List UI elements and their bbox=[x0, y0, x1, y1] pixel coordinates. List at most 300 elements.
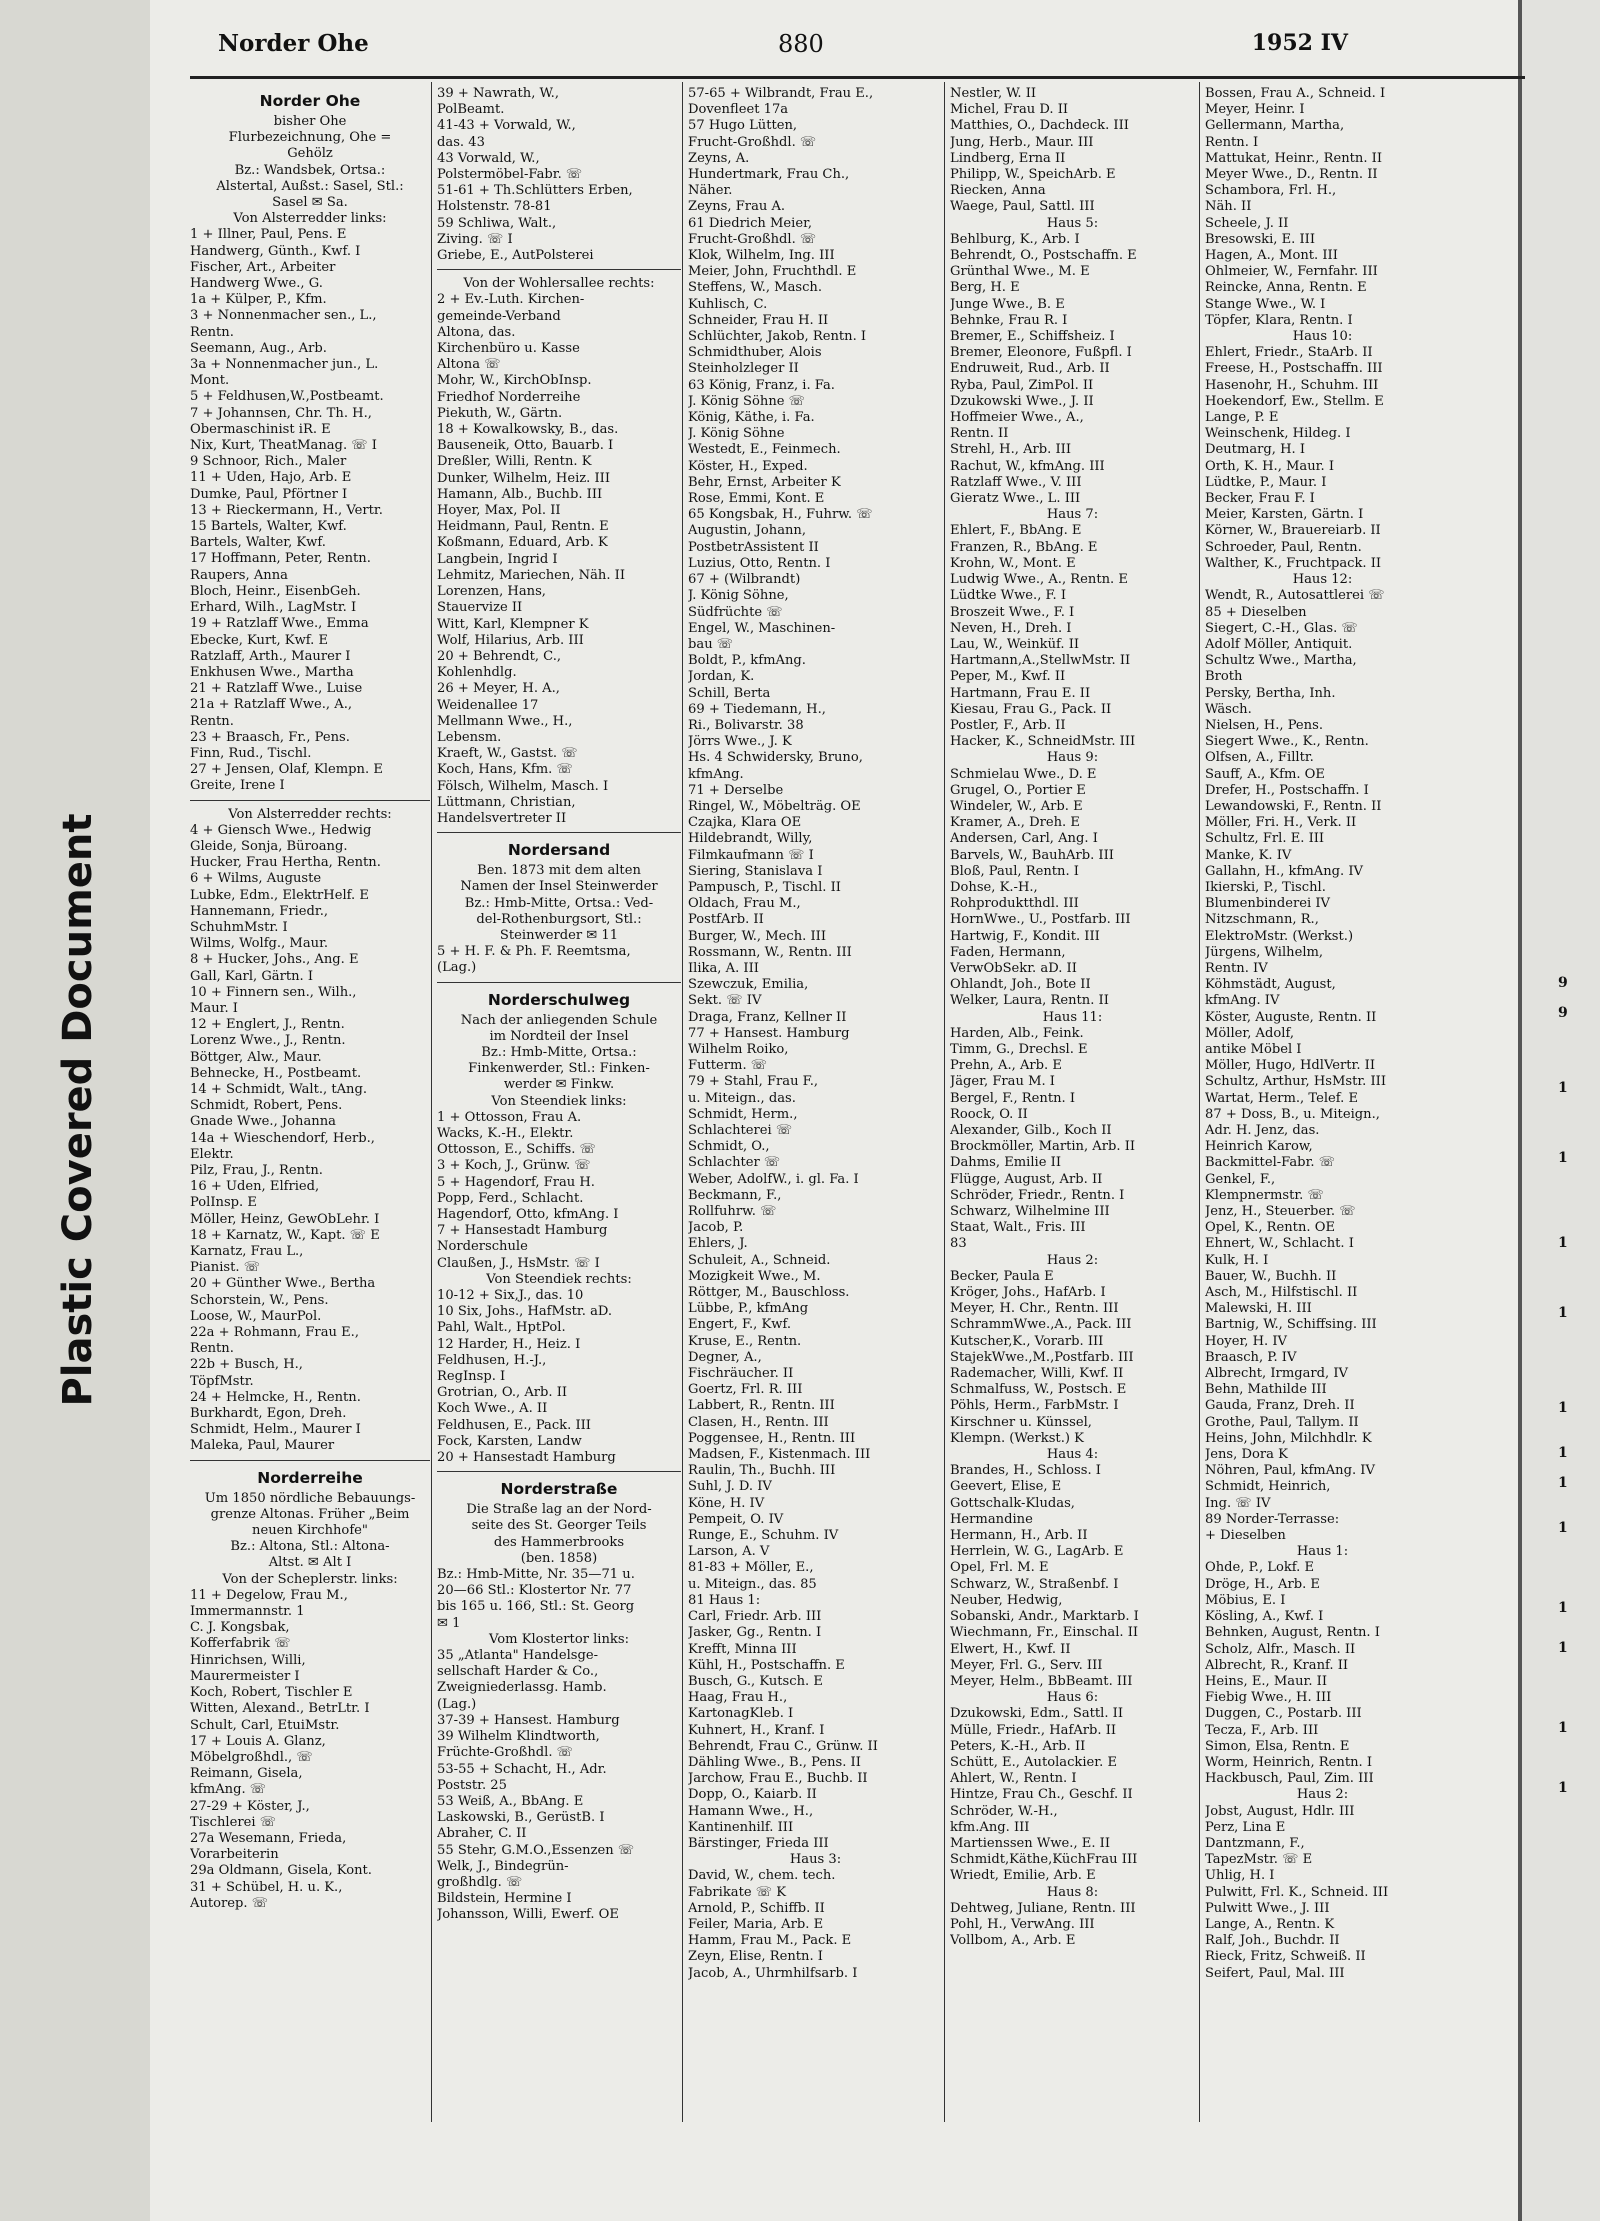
directory-entry: (Lag.) bbox=[437, 1696, 477, 1712]
directory-entry: Steinholzleger II bbox=[688, 361, 799, 377]
directory-entry: Ralf, Joh., Buchdr. II bbox=[1205, 1933, 1340, 1949]
directory-entry: Fölsch, Wilhelm, Masch. I bbox=[437, 778, 609, 794]
header-page-number: 880 bbox=[778, 30, 824, 58]
directory-entry: Andersen, Carl, Ang. I bbox=[950, 831, 1098, 847]
directory-entry: Popp, Ferd., Schlacht. bbox=[437, 1190, 584, 1206]
directory-entry: kfmAng. IV bbox=[1205, 993, 1280, 1009]
directory-entry: Meyer, Frl. G., Serv. III bbox=[950, 1657, 1103, 1673]
directory-entry: kfmAng. ☏ bbox=[190, 1782, 267, 1798]
directory-entry: Dreßler, Willi, Rentn. K bbox=[437, 454, 592, 470]
directory-entry: Holstenstr. 78-81 bbox=[437, 199, 552, 215]
directory-entry: Raupers, Anna bbox=[190, 567, 288, 583]
directory-entry: Claußen, J., HsMstr. ☏ I bbox=[437, 1255, 600, 1271]
directory-entry: bau ☏ bbox=[688, 636, 734, 652]
directory-entry: 24 + Helmcke, H., Rentn. bbox=[190, 1389, 361, 1405]
directory-entry: Drefer, H., Postschaffn. I bbox=[1205, 782, 1369, 798]
directory-entry: Opel, K., Rentn. OE bbox=[1205, 1220, 1335, 1236]
street-note: (ben. 1858) bbox=[520, 1550, 598, 1566]
directory-entry: Lorenzen, Hans, bbox=[437, 584, 546, 600]
directory-entry: Olfsen, A., Filltr. bbox=[1205, 750, 1314, 766]
directory-entry: Brockmöller, Martin, Arb. II bbox=[950, 1139, 1136, 1155]
directory-entry: Suhl, J. D. IV bbox=[688, 1479, 772, 1495]
directory-column-1 bbox=[190, 86, 430, 2126]
adjacent-page-number: 1 bbox=[1558, 1720, 1568, 1736]
street-note: Ben. 1873 mit dem alten bbox=[477, 863, 641, 879]
directory-entry: Windeler, W., Arb. E bbox=[950, 798, 1083, 814]
directory-entry: Hagen, A., Mont. III bbox=[1205, 248, 1338, 264]
directory-entry: Abraher, C. II bbox=[437, 1826, 527, 1842]
directory-entry: HornWwe., U., Postfarb. III bbox=[950, 912, 1131, 928]
directory-entry: + Dieselben bbox=[1205, 1528, 1286, 1544]
directory-entry: Ehlert, Friedr., StaArb. II bbox=[1205, 345, 1373, 361]
directory-entry: Heidmann, Paul, Rentn. E bbox=[437, 519, 609, 535]
directory-entry: Kröger, Johs., HafArb. I bbox=[950, 1285, 1106, 1301]
directory-entry: Schlachter ☏ bbox=[688, 1155, 781, 1171]
directory-entry: Klempnermstr. ☏ bbox=[1205, 1187, 1324, 1203]
adjacent-page-number: 1 bbox=[1558, 1150, 1568, 1166]
street-note: Bz.: Altona, Stl.: Altona- bbox=[230, 1539, 390, 1555]
directory-entry: Kutscher,K., Vorarb. III bbox=[950, 1333, 1104, 1349]
directory-entry: Pulwitt, Frl. K., Schneid. III bbox=[1205, 1884, 1389, 1900]
directory-entry: Jasker, Gg., Rentn. I bbox=[688, 1625, 822, 1641]
directory-entry: Handelsvertreter II bbox=[437, 810, 567, 826]
street-note: Flurbezeichnung, Ohe = bbox=[228, 130, 392, 146]
directory-entry: ✉ 1 bbox=[437, 1615, 461, 1631]
directory-entry: 83 bbox=[950, 1236, 967, 1252]
directory-entry: 23 + Braasch, Fr., Pens. bbox=[190, 729, 350, 745]
directory-entry: großhdlg. ☏ bbox=[437, 1874, 523, 1890]
directory-entry: Jäger, Frau M. I bbox=[950, 1074, 1055, 1090]
street-note: Haus 2: bbox=[1046, 1252, 1099, 1268]
directory-entry: Hartwig, F., Kondit. III bbox=[950, 928, 1100, 944]
directory-entry: Hannemann, Friedr., bbox=[190, 903, 329, 919]
directory-entry: Barvels, W., BauhArb. III bbox=[950, 847, 1114, 863]
directory-entry: Koch, Robert, Tischler E bbox=[190, 1685, 353, 1701]
directory-entry: Ohlmeier, W., Fernfahr. III bbox=[1205, 264, 1378, 280]
directory-entry: Fock, Karsten, Landw bbox=[437, 1433, 582, 1449]
directory-entry: Scholz, Alfr., Masch. II bbox=[1205, 1641, 1356, 1657]
street-note: neuen Kirchhofe" bbox=[252, 1523, 368, 1539]
directory-entry: Siegert Wwe., K., Rentn. bbox=[1205, 734, 1369, 750]
directory-entry: 57-65 + Wilbrandt, Frau E., bbox=[688, 86, 874, 101]
directory-entry: Schmidt,Käthe,KüchFrau III bbox=[950, 1852, 1138, 1868]
street-note: Finkenwerder, Stl.: Finken- bbox=[468, 1061, 650, 1077]
adjacent-page-number: 1 bbox=[1558, 1520, 1568, 1536]
directory-entry: Steffens, W., Masch. bbox=[688, 280, 823, 296]
directory-entry: 89 Norder-Terrasse: bbox=[1205, 1511, 1340, 1527]
directory-entry: Hintze, Frau Ch., Geschf. II bbox=[950, 1787, 1133, 1803]
directory-entry: Adolf Möller, Antiquit. bbox=[1205, 636, 1353, 652]
directory-entry: Pilz, Frau, J., Rentn. bbox=[190, 1163, 323, 1178]
directory-entry: 43 Vorwald, W., bbox=[437, 150, 540, 166]
directory-entry: Kirschner u. Künssel, bbox=[950, 1414, 1092, 1430]
column-rule bbox=[1199, 82, 1200, 2122]
directory-entry: Hermandine bbox=[950, 1511, 1033, 1527]
directory-entry: Gieratz Wwe., L. III bbox=[950, 491, 1081, 507]
directory-entry: 26 + Meyer, H. A., bbox=[437, 681, 560, 697]
directory-entry: Dumke, Paul, Pförtner I bbox=[190, 486, 348, 502]
directory-entry: Sauff, A., Kfm. OE bbox=[1205, 766, 1325, 782]
directory-entry: Wolf, Hilarius, Arb. III bbox=[437, 632, 584, 648]
directory-entry: Jobst, August, Hdlr. III bbox=[1205, 1803, 1355, 1819]
directory-entry: 35 „Atlanta" Handelsge- bbox=[437, 1648, 599, 1664]
directory-entry: Sobanski, Andr., Marktarb. I bbox=[950, 1609, 1139, 1625]
directory-entry: Alexander, Gilb., Koch II bbox=[950, 1123, 1112, 1138]
directory-entry: Weber, AdolfW., i. gl. Fa. I bbox=[688, 1171, 859, 1187]
directory-entry: Reincke, Anna, Rentn. E bbox=[1205, 280, 1367, 296]
directory-entry: Schroeder, Paul, Rentn. bbox=[1205, 539, 1362, 555]
directory-entry: Bartnig, W., Schiffsing. III bbox=[1205, 1317, 1377, 1333]
directory-entry: Schmidt, Robert, Pens. bbox=[190, 1098, 343, 1114]
directory-entry: 37-39 + Hansest. Hamburg bbox=[437, 1712, 620, 1728]
directory-entry: Hoffmeier Wwe., A., bbox=[950, 410, 1084, 426]
directory-entry: Nielsen, H., Pens. bbox=[1205, 717, 1323, 733]
directory-entry: Jens, Dora K bbox=[1205, 1447, 1288, 1463]
street-note: Von Alsterredder links: bbox=[233, 211, 387, 227]
street-heading: Norderschulweg bbox=[487, 990, 631, 1009]
directory-entry: Böttger, Alw., Maur. bbox=[190, 1049, 322, 1065]
directory-entry: Dehtweg, Juliane, Rentn. III bbox=[950, 1900, 1136, 1916]
directory-entry: Elektr. bbox=[190, 1146, 234, 1162]
directory-entry: 11 + Degelow, Frau M., bbox=[190, 1587, 348, 1603]
directory-entry: Klok, Wilhelm, Ing. III bbox=[688, 248, 835, 264]
directory-entry: Koch Wwe., A. II bbox=[437, 1401, 548, 1417]
directory-entry: 13 + Rieckermann, H., Vertr. bbox=[190, 502, 383, 518]
directory-entry: Dunker, Wilhelm, Heiz. III bbox=[437, 470, 610, 486]
directory-entry: Näh. II bbox=[1205, 199, 1252, 215]
directory-entry: Johansson, Willi, Ewerf. OE bbox=[437, 1907, 619, 1923]
directory-entry: 39 + Nawrath, W., bbox=[437, 86, 560, 101]
directory-entry: Larson, A. V bbox=[688, 1544, 770, 1560]
directory-entry: Ahlert, W., Rentn. I bbox=[950, 1771, 1077, 1787]
directory-entry: J. König Söhne, bbox=[688, 588, 789, 604]
directory-column-3 bbox=[688, 86, 943, 2126]
directory-entry: Nestler, W. II bbox=[950, 86, 1037, 101]
directory-entry: Fabrikate ☏ K bbox=[688, 1884, 787, 1900]
directory-entry: Ryba, Paul, ZimPol. II bbox=[950, 377, 1094, 393]
directory-entry: Obermaschinist iR. E bbox=[190, 421, 331, 437]
street-note: Um 1850 nördliche Bebauungs- bbox=[204, 1490, 416, 1506]
directory-entry: Bauer, W., Buchh. II bbox=[1205, 1268, 1337, 1284]
directory-entry: Franzen, R., BbAng. E bbox=[950, 539, 1098, 555]
directory-entry: Beckmann, F., bbox=[688, 1187, 782, 1203]
directory-entry: 20 + Behrendt, C., bbox=[437, 648, 562, 664]
directory-entry: Möbius, E. I bbox=[1205, 1592, 1286, 1608]
directory-entry: Boldt, P., kfmAng. bbox=[688, 653, 806, 669]
directory-entry: ElektroMstr. (Werkst.) bbox=[1205, 928, 1354, 944]
directory-entry: Meyer, H. Chr., Rentn. III bbox=[950, 1301, 1119, 1317]
directory-entry: Czajka, Klara OE bbox=[688, 815, 802, 831]
directory-entry: PostbetrAssistent II bbox=[688, 539, 819, 555]
street-note: Haus 12: bbox=[1292, 572, 1353, 588]
directory-entry: u. Miteign., das. bbox=[688, 1090, 796, 1106]
street-note: Haus 7: bbox=[1046, 507, 1099, 523]
adjacent-page-number: 1 bbox=[1558, 1640, 1568, 1656]
adjacent-page-number: 9 bbox=[1558, 1005, 1568, 1021]
directory-entry: 10-12 + Six,J., das. 10 bbox=[437, 1288, 584, 1304]
directory-entry: Adr. H. Jenz, das. bbox=[1205, 1123, 1320, 1138]
street-note: Haus 10: bbox=[1292, 329, 1353, 345]
directory-entry: Nitzschmann, R., bbox=[1205, 912, 1319, 928]
directory-entry: 20 + Günther Wwe., Bertha bbox=[190, 1276, 376, 1292]
directory-entry: 3a + Nonnenmacher jun., L. bbox=[190, 357, 379, 373]
directory-entry: 57 Hugo Lütten, bbox=[688, 118, 798, 134]
directory-entry: Kantinenhilf. III bbox=[688, 1819, 794, 1835]
document-margin-strip bbox=[0, 0, 150, 2221]
directory-entry: Hartmann,A.,StellwMstr. II bbox=[950, 653, 1131, 669]
adjacent-page-number: 1 bbox=[1558, 1780, 1568, 1796]
directory-entry: Zeyn, Elise, Rentn. I bbox=[688, 1949, 823, 1965]
plastic-covered-label: Plastic Covered Document bbox=[55, 813, 101, 1407]
directory-entry: Altona ☏ bbox=[437, 357, 501, 373]
directory-entry: 14a + Wieschendorf, Herb., bbox=[190, 1130, 375, 1146]
directory-entry: Burger, W., Mech. III bbox=[688, 928, 827, 944]
directory-entry: 77 + Hansest. Hamburg bbox=[688, 1025, 850, 1041]
directory-entry: Kulk, H. I bbox=[1205, 1252, 1269, 1268]
directory-entry: Welker, Laura, Rentn. II bbox=[950, 993, 1109, 1009]
directory-entry: Grotrian, O., Arb. II bbox=[437, 1385, 568, 1401]
directory-entry: Ottosson, E., Schiffs. ☏ bbox=[437, 1142, 596, 1158]
directory-entry: Hinrichsen, Willi, bbox=[190, 1652, 306, 1668]
directory-entry: Schmidt, Herm., bbox=[688, 1106, 798, 1122]
directory-entry: Frucht-Großhdl. ☏ bbox=[688, 134, 817, 150]
directory-entry: Möller, Fri. H., Verk. II bbox=[1205, 815, 1357, 831]
directory-entry: Meier, John, Fruchthdl. E bbox=[688, 264, 857, 280]
directory-entry: Mattukat, Heinr., Rentn. II bbox=[1205, 150, 1382, 166]
directory-entry: Dröge, H., Arb. E bbox=[1205, 1576, 1320, 1592]
directory-entry: Norderschule bbox=[437, 1239, 528, 1255]
directory-entry: Jürgens, Wilhelm, bbox=[1205, 944, 1324, 960]
directory-entry: Köhmstädt, August, bbox=[1205, 977, 1336, 993]
directory-entry: Stange Wwe., W. I bbox=[1205, 296, 1326, 312]
directory-entry: Tecza, F., Arb. III bbox=[1205, 1722, 1319, 1738]
directory-entry: Hoekendorf, Ew., Stellm. E bbox=[1205, 393, 1384, 409]
directory-entry: Wilms, Wolfg., Maur. bbox=[190, 936, 329, 952]
directory-column-2 bbox=[437, 86, 681, 2126]
directory-entry: KartonagKleb. I bbox=[688, 1706, 794, 1722]
directory-entry: Lewandowski, F., Rentn. II bbox=[1205, 798, 1382, 814]
directory-entry: Grothe, Paul, Tallym. II bbox=[1205, 1414, 1359, 1430]
directory-entry: Kuhnert, H., Kranf. I bbox=[688, 1722, 825, 1738]
directory-entry: Backmittel-Fabr. ☏ bbox=[1205, 1155, 1336, 1171]
directory-entry: Rieck, Fritz, Schweiß. II bbox=[1205, 1949, 1366, 1965]
directory-entry: Kiesau, Frau G., Pack. II bbox=[950, 701, 1112, 717]
directory-entry: Haag, Frau H., bbox=[688, 1690, 788, 1706]
directory-entry: bis 165 u. 166, Stl.: St. Georg bbox=[437, 1599, 635, 1615]
directory-entry: Schröder, W.-H., bbox=[950, 1803, 1058, 1819]
directory-entry: Walther, K., Fruchtpack. II bbox=[1205, 555, 1382, 571]
directory-entry: Schlachterei ☏ bbox=[688, 1123, 793, 1138]
street-note: Von Steendiek links: bbox=[491, 1093, 627, 1109]
directory-entry: Ohlandt, Joh., Bote II bbox=[950, 977, 1091, 993]
directory-entry: Ing. ☏ IV bbox=[1205, 1495, 1271, 1511]
directory-entry: Schmielau Wwe., D. E bbox=[950, 766, 1097, 782]
directory-entry: Kofferfabrik ☏ bbox=[190, 1636, 291, 1652]
directory-entry: Koch, Hans, Kfm. ☏ bbox=[437, 762, 573, 778]
directory-entry: PostfArb. II bbox=[688, 912, 764, 928]
street-note: im Nordteil der Insel bbox=[489, 1028, 629, 1044]
directory-entry: Elwert, H., Kwf. II bbox=[950, 1641, 1071, 1657]
directory-entry: 61 Diedrich Meier, bbox=[688, 215, 813, 231]
directory-entry: Westedt, E., Feinmech. bbox=[688, 442, 841, 458]
directory-entry: Griebe, E., AutPolsterei bbox=[437, 248, 594, 264]
section-divider bbox=[190, 800, 430, 801]
directory-entry: Weinschenk, Hildeg. I bbox=[1205, 426, 1351, 442]
directory-entry: Rossmann, W., Rentn. III bbox=[688, 944, 852, 960]
directory-entry: Wartat, Herm., Telef. E bbox=[1205, 1090, 1359, 1106]
directory-entry: VerwObSekr. aD. II bbox=[950, 960, 1077, 976]
directory-entry: Schmidt, O., bbox=[688, 1139, 770, 1155]
directory-entry: Meyer Wwe., D., Rentn. II bbox=[1205, 167, 1378, 183]
street-note: Haus 5: bbox=[1046, 215, 1099, 231]
street-note: Haus 11: bbox=[1042, 1009, 1103, 1025]
street-note: Bz.: Wandsbek, Ortsa.: bbox=[234, 162, 386, 178]
directory-entry: 17 + Louis A. Glanz, bbox=[190, 1733, 326, 1749]
directory-entry: Hildebrandt, Willy, bbox=[688, 831, 813, 847]
section-divider bbox=[437, 269, 681, 270]
directory-entry: 85 + Dieselben bbox=[1205, 604, 1307, 620]
directory-entry: Faden, Hermann, bbox=[950, 944, 1066, 960]
directory-entry: SchuhmMstr. I bbox=[190, 919, 288, 935]
street-note: Von der Scheplerstr. links: bbox=[222, 1571, 398, 1587]
directory-entry: Schultz Wwe., Martha, bbox=[1205, 653, 1357, 669]
column-rule bbox=[944, 82, 945, 2122]
directory-entry: Wäsch. bbox=[1205, 701, 1252, 717]
directory-entry: Perz, Lina E bbox=[1205, 1819, 1286, 1835]
directory-entry: PolInsp. E bbox=[190, 1195, 257, 1211]
directory-entry: Bresowski, E. III bbox=[1205, 231, 1316, 247]
directory-entry: 55 Stehr, G.M.O.,Essenzen ☏ bbox=[437, 1842, 635, 1858]
directory-entry: Feiler, Maria, Arb. E bbox=[688, 1916, 824, 1932]
directory-entry: Meyer, Helm., BbBeamt. III bbox=[950, 1673, 1133, 1689]
directory-entry: Immermannstr. 1 bbox=[190, 1604, 305, 1620]
street-note: bisher Ohe bbox=[273, 114, 347, 129]
directory-entry: Pahl, Walt., HptPol. bbox=[437, 1320, 566, 1336]
directory-entry: Rentn. IV bbox=[1205, 960, 1268, 976]
directory-entry: Köster, Auguste, Rentn. II bbox=[1205, 1009, 1377, 1025]
directory-entry: Waege, Paul, Sattl. III bbox=[950, 199, 1095, 215]
directory-entry: 71 + Derselbe bbox=[688, 782, 784, 798]
directory-entry: Ratzlaff, Arth., Maurer I bbox=[190, 648, 351, 664]
directory-entry: 87 + Doss, B., u. Miteign., bbox=[1205, 1106, 1380, 1122]
directory-entry: Ringel, W., Möbelträg. OE bbox=[688, 798, 861, 814]
directory-entry: Reimann, Gisela, bbox=[190, 1766, 303, 1782]
adjacent-page-number: 1 bbox=[1558, 1600, 1568, 1616]
adjacent-page-number: 1 bbox=[1558, 1080, 1568, 1096]
street-note: Haus 1: bbox=[1296, 1544, 1349, 1560]
directory-entry: Schill, Berta bbox=[688, 685, 771, 701]
directory-entry: Rachut, W., kfmAng. III bbox=[950, 458, 1105, 474]
directory-entry: Ludwig Wwe., A., Rentn. E bbox=[950, 572, 1128, 588]
street-note: Haus 2: bbox=[1296, 1787, 1349, 1803]
directory-entry: Matthies, O., Dachdeck. III bbox=[950, 118, 1129, 134]
directory-entry: Lehmitz, Mariechen, Näh. II bbox=[437, 567, 626, 583]
directory-entry: 6 + Wilms, Auguste bbox=[190, 871, 322, 887]
directory-entry: Schorstein, W., Pens. bbox=[190, 1292, 329, 1308]
directory-entry: 19 + Ratzlaff Wwe., Emma bbox=[190, 616, 369, 632]
directory-entry: Ikierski, P., Tischl. bbox=[1205, 879, 1326, 895]
directory-entry: Welk, J., Bindegrün- bbox=[437, 1858, 569, 1874]
directory-entry: Ri., Bolivarstr. 38 bbox=[688, 717, 804, 733]
directory-entry: Siering, Stanislava I bbox=[688, 863, 823, 879]
directory-entry: RegInsp. I bbox=[437, 1369, 506, 1385]
street-note: Sasel ✉ Sa. bbox=[272, 195, 348, 211]
directory-entry: 18 + Karnatz, W., Kapt. ☏ E bbox=[190, 1227, 380, 1243]
street-heading: Norder Ohe bbox=[259, 92, 361, 110]
section-divider bbox=[437, 982, 681, 983]
directory-entry: Hasenohr, H., Schuhm. III bbox=[1205, 377, 1379, 393]
directory-entry: Behnecke, H., Postbeamt. bbox=[190, 1065, 362, 1081]
directory-entry: Enkhusen Wwe., Martha bbox=[190, 664, 354, 680]
directory-entry: Harden, Alb., Feink. bbox=[950, 1025, 1084, 1041]
directory-entry: Südfrüchte ☏ bbox=[688, 604, 783, 620]
directory-entry: Worm, Heinrich, Rentn. I bbox=[1205, 1754, 1373, 1770]
directory-entry: 1 + Ottosson, Frau A. bbox=[437, 1109, 582, 1125]
directory-entry: Pempeit, O. IV bbox=[688, 1511, 784, 1527]
directory-entry: Klempn. (Werkst.) K bbox=[950, 1430, 1084, 1446]
directory-entry: 81 Haus 1: bbox=[688, 1592, 761, 1608]
directory-entry: Wendt, R., Autosattlerei ☏ bbox=[1205, 588, 1385, 604]
directory-entry: Rademacher, Willi, Kwf. II bbox=[950, 1366, 1124, 1382]
directory-entry: Dopp, O., Kaiarb. II bbox=[688, 1787, 817, 1803]
street-note: seite des St. Georger Teils bbox=[471, 1518, 647, 1534]
directory-entry: Krefft, Minna III bbox=[688, 1641, 797, 1657]
directory-entry: Ehnert, W., Schlacht. I bbox=[1205, 1236, 1354, 1252]
directory-entry: Martienssen Wwe., E. II bbox=[950, 1835, 1111, 1851]
directory-entry: Oldach, Frau M., bbox=[688, 896, 801, 912]
directory-entry: 27a Wesemann, Frieda, bbox=[190, 1830, 347, 1846]
street-note: Gehölz bbox=[287, 146, 333, 162]
directory-entry: 5 + H. F. & Ph. F. Reemtsma, bbox=[437, 944, 631, 960]
directory-entry: 21 + Ratzlaff Wwe., Luise bbox=[190, 681, 363, 697]
directory-entry: Herrlein, W. G., LagArb. E bbox=[950, 1544, 1124, 1560]
directory-entry: Junge Wwe., B. E bbox=[950, 296, 1065, 312]
directory-entry: kfmAng. bbox=[688, 766, 744, 782]
directory-entry: 41-43 + Vorwald, W., bbox=[437, 118, 576, 134]
directory-entry: SchrammWwe.,A., Pack. III bbox=[950, 1317, 1132, 1333]
directory-entry: Timm, G., Drechsl. E bbox=[950, 1041, 1088, 1057]
directory-entry: Kühl, H., Postschaffn. E bbox=[688, 1657, 845, 1673]
directory-entry: Erhard, Wilh., LagMstr. I bbox=[190, 600, 357, 616]
directory-entry: das. 43 bbox=[437, 134, 485, 150]
adjacent-page-number: 1 bbox=[1558, 1400, 1568, 1416]
directory-entry: 7 + Hansestadt Hamburg bbox=[437, 1223, 608, 1239]
section-divider bbox=[190, 1460, 430, 1461]
directory-entry: 4 + Giensch Wwe., Hedwig bbox=[190, 822, 372, 838]
directory-entry: Rentn. bbox=[190, 1341, 234, 1357]
directory-entry: Bremer, Eleonore, Fußpfl. I bbox=[950, 345, 1132, 361]
directory-entry: 29a Oldmann, Gisela, Kont. bbox=[190, 1863, 372, 1879]
directory-entry: Vorarbeiterin bbox=[190, 1847, 279, 1863]
directory-entry: 18 + Kowalkowsky, B., das. bbox=[437, 422, 619, 438]
directory-entry: Lubke, Edm., ElektrHelf. E bbox=[190, 887, 369, 903]
directory-entry: Orth, K. H., Maur. I bbox=[1205, 458, 1334, 474]
directory-entry: gemeinde-Verband bbox=[437, 308, 561, 324]
directory-entry: Gall, Karl, Gärtn. I bbox=[190, 968, 314, 984]
directory-entry: Ohde, P., Lokf. E bbox=[1205, 1560, 1315, 1576]
directory-entry: Carl, Friedr. Arb. III bbox=[688, 1609, 822, 1625]
directory-entry: Dohse, K.-H., bbox=[950, 879, 1038, 895]
directory-entry: 59 Schliwa, Walt., bbox=[437, 215, 557, 231]
directory-entry: Bloß, Paul, Rentn. I bbox=[950, 863, 1079, 879]
directory-entry: Jörrs Wwe., J. K bbox=[688, 734, 792, 750]
directory-entry: 31 + Schübel, H. u. K., bbox=[190, 1879, 343, 1895]
adjacent-page-number: 1 bbox=[1558, 1445, 1568, 1461]
directory-entry: Bremer, E., Schiffsheiz. I bbox=[950, 329, 1115, 345]
directory-entry: 14 + Schmidt, Walt., tAng. bbox=[190, 1081, 368, 1097]
directory-entry: Hackbusch, Paul, Zim. III bbox=[1205, 1771, 1374, 1787]
directory-entry: 63 König, Franz, i. Fa. bbox=[688, 377, 835, 393]
